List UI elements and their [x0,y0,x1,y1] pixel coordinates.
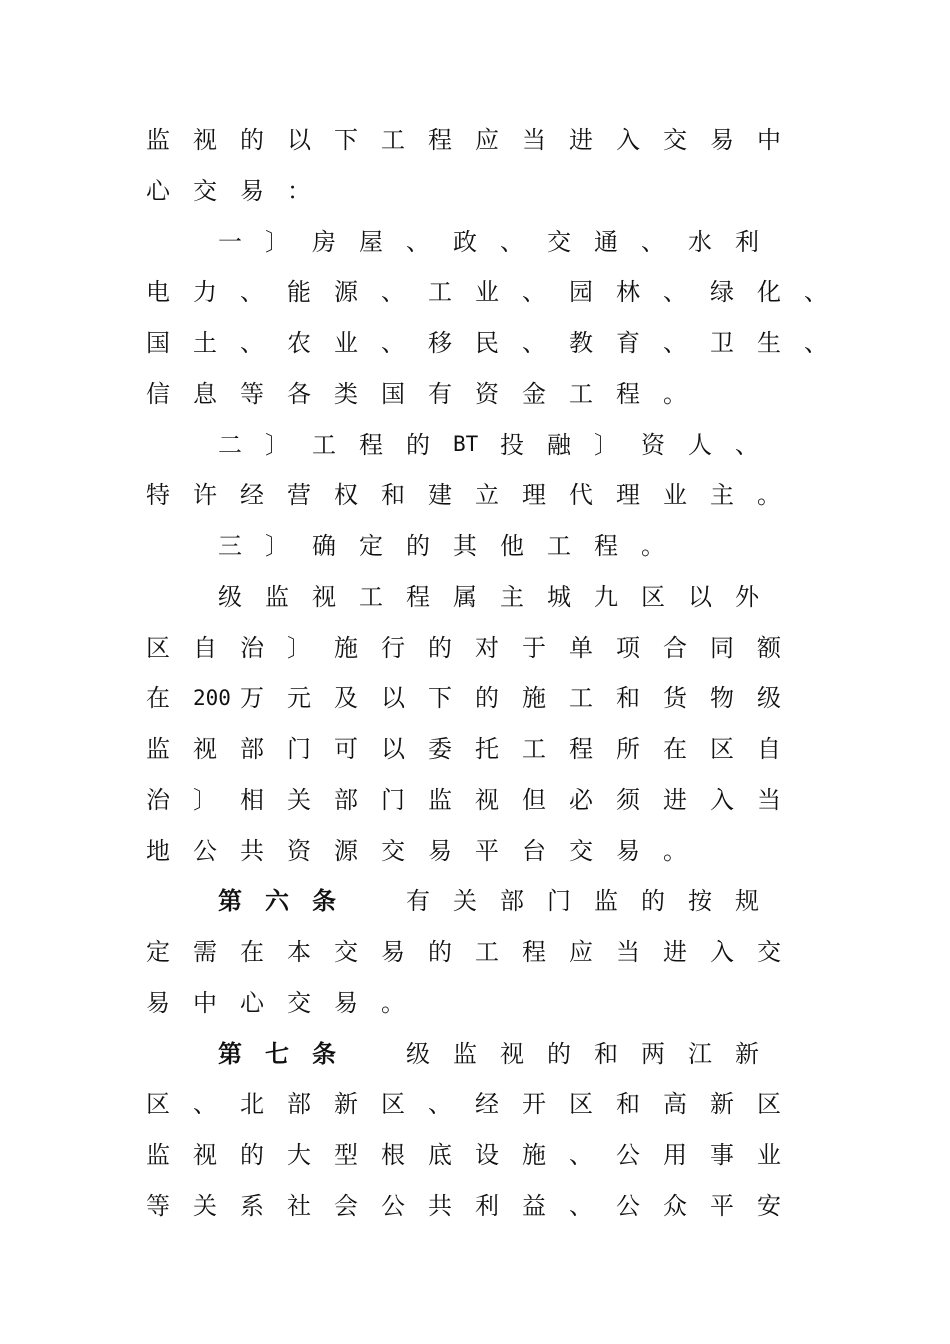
text-char: 、 [522,329,546,357]
text-char: 新 [710,1090,734,1119]
text-char: 易 [146,988,170,1017]
text-char: 所 [616,735,640,763]
text-char: 工 [312,430,336,459]
text-char: 工 [475,938,499,966]
text-char: 立 [475,481,499,510]
text-char: 定 [146,938,170,966]
text-char: 的 [240,1141,264,1169]
text-char: 、 [381,329,405,357]
text-char: 七 [265,1038,289,1068]
text-char: 移 [428,329,452,357]
text-char: 建 [428,481,452,510]
text-char: 和 [616,1090,640,1119]
text-char: 平 [475,836,499,865]
text-char: 〕 [193,785,217,814]
text-char: 区 [569,1090,593,1119]
text-char: 公 [616,1191,640,1220]
text-char: 。 [663,379,687,408]
text-char: 主 [710,481,734,510]
text-char: 卫 [710,329,734,357]
text-char: 定 [359,532,383,560]
text-line [146,724,804,774]
text-char: 的 [428,938,452,966]
text-char: 属 [453,582,477,611]
text-char: 区 [757,1090,781,1119]
text-char: 北 [240,1090,264,1119]
text-line [218,420,782,470]
text-char: 万 [240,684,264,713]
text-char: BT [453,432,479,456]
text-char: 在 [663,735,687,763]
text-char: 关 [287,785,311,814]
text-char: 区 [381,1090,405,1119]
text-char: 视 [475,785,499,814]
text-char: 〕 [265,532,289,560]
text-char: 、 [569,1141,593,1169]
text-char: 、 [193,1090,217,1119]
text-char: 易 [428,836,452,865]
text-char: 业 [757,1141,781,1169]
text-char: 视 [193,126,217,154]
text-char: 电 [146,278,170,307]
text-char: 额 [757,633,781,662]
text-char: 九 [594,582,618,611]
text-char: 视 [312,582,336,611]
text-char: 交 [757,938,781,966]
text-char: 和 [381,481,405,510]
text-char: 条 [312,1038,336,1068]
text-line [146,1181,804,1231]
text-char: 安 [757,1191,781,1220]
text-char: 根 [381,1141,405,1169]
text-char: 益 [522,1191,546,1220]
text-char: 开 [522,1090,546,1119]
text-char: 在 [240,938,264,966]
text-char: 须 [616,785,640,814]
text-char: 按 [688,887,712,916]
text-char: 二 [218,430,242,459]
text-char: 项 [616,633,640,662]
text-line [146,826,710,876]
text-char: 必 [569,785,593,814]
text-char: 区 [641,582,665,611]
text-char: 行 [381,633,405,662]
text-char: 资 [641,430,665,459]
text-char: ： [287,176,311,205]
text-char: 〕 [287,633,311,662]
text-char: 信 [146,379,170,408]
text-char: 条 [312,886,336,916]
text-char: 视 [193,1141,217,1169]
text-char: 对 [475,633,499,662]
text-char: 〕 [265,430,289,459]
text-char: 施 [522,684,546,713]
text-char: 众 [663,1191,687,1220]
text-char: 他 [500,532,524,560]
text-char: 设 [475,1141,499,1169]
text-char: 工 [428,278,452,307]
text-char: 程 [522,938,546,966]
text-char: 交 [334,938,358,966]
text-char: 自 [193,633,217,662]
text-line [218,521,688,571]
text-char: 施 [334,633,358,662]
text-char: 、 [406,227,430,256]
text-char: 通 [594,227,618,256]
text-char: 大 [287,1141,311,1169]
text-char: 园 [569,278,593,307]
text-char: 地 [146,836,170,865]
text-char: 级 [406,1039,430,1068]
text-char: 以 [381,735,405,763]
text-char: 融 [547,430,571,459]
text-char: 但 [522,785,546,814]
text-char: 在 [146,684,170,713]
text-char: 当 [616,938,640,966]
text-char: 部 [334,785,358,814]
text-char: 委 [428,735,452,763]
text-char: 利 [735,227,759,256]
text-char: 交 [663,126,687,154]
text-char: 心 [240,988,264,1017]
text-char: 其 [453,532,477,560]
text-char: 区 [146,1090,170,1119]
text-char: 应 [569,938,593,966]
text-char: 、 [663,278,687,307]
text-char: 土 [193,329,217,357]
text-char: 。 [381,988,405,1017]
text-char: 的 [406,532,430,560]
text-char: 中 [193,988,217,1017]
text-char: 工 [381,126,405,154]
text-char: 确 [312,532,336,560]
text-char: 林 [616,278,640,307]
text-char: 需 [193,938,217,966]
text-char: 以 [287,126,311,154]
text-char: 、 [240,278,264,307]
text-char: 、 [804,329,828,357]
text-char: 规 [735,887,759,916]
text-char: 以 [381,684,405,713]
text-char: 监 [594,887,618,916]
text-line [146,166,334,216]
text-char: 会 [334,1191,358,1220]
text-char: 公 [193,836,217,865]
text-char: 程 [569,735,593,763]
text-char: 平 [710,1191,734,1220]
text-char: 本 [287,938,311,966]
text-char: 经 [240,481,264,510]
text-char: 同 [710,633,734,662]
text-char: 事 [710,1141,734,1169]
text-char: 交 [547,227,571,256]
text-char: 型 [334,1141,358,1169]
text-char: 江 [688,1039,712,1068]
text-char: 的 [406,430,430,459]
text-char: 人 [688,430,712,459]
text-char: 监 [146,126,170,154]
text-char: 能 [287,278,311,307]
text-char: 及 [334,684,358,713]
text-char: 门 [287,735,311,763]
text-char: 元 [287,684,311,713]
text-char: 入 [710,785,734,814]
text-char: 绿 [710,278,734,307]
text-char: 三 [218,532,242,560]
text-line [146,318,851,368]
text-char: 新 [334,1090,358,1119]
text-char: 第 [218,1038,242,1068]
text-line [146,927,804,977]
text-char: 货 [663,684,687,713]
text-char: 理 [522,481,546,510]
text-char: 单 [569,633,593,662]
text-char: 易 [240,176,264,205]
text-char: 、 [663,329,687,357]
text-char: 、 [641,227,665,256]
text-char: 、 [428,1090,452,1119]
text-char: 公 [381,1191,405,1220]
text-char: 、 [522,278,546,307]
text-char: 治 [146,785,170,814]
text-char: 业 [475,278,499,307]
text-char: 、 [569,1191,593,1220]
text-char: 公 [616,1141,640,1169]
text-char: 〕 [594,430,618,459]
text-char: 区 [146,633,170,662]
text-char: 第 [218,886,242,916]
text-char: 用 [663,1141,687,1169]
text-char: 各 [287,379,311,408]
text-char: 、 [500,227,524,256]
text-char: 合 [663,633,687,662]
text-char: 业 [663,481,687,510]
text-char: 〕 [265,227,289,256]
text-char: 交 [569,836,593,865]
text-char: 门 [547,887,571,916]
text-char: 门 [381,785,405,814]
text-char: 有 [406,887,430,916]
text-char: 代 [569,481,593,510]
text-char: 化 [757,278,781,307]
text-char: 关 [453,887,477,916]
text-char: 工 [359,582,383,611]
text-char: 级 [218,582,242,611]
text-char: 等 [240,379,264,408]
text-char: 台 [522,836,546,865]
text-line [146,115,804,165]
text-char: 易 [381,938,405,966]
text-char: 城 [547,582,571,611]
text-char: 视 [500,1039,524,1068]
text-char: 共 [240,836,264,865]
text-char: 工 [547,532,571,560]
text-char: 共 [428,1191,452,1220]
text-char: 一 [218,227,242,256]
text-char: 监 [146,1141,170,1169]
text-char: 息 [193,379,217,408]
text-char: 易 [616,836,640,865]
text-char: 社 [287,1191,311,1220]
text-char: 业 [334,329,358,357]
text-char: 施 [522,1141,546,1169]
text-char: 心 [146,176,170,205]
text-char: 主 [500,582,524,611]
text-char: 下 [334,126,358,154]
text-char: 类 [334,379,358,408]
text-char: 以 [688,582,712,611]
text-char: 经 [475,1090,499,1119]
text-char: 交 [381,836,405,865]
text-char: 程 [359,430,383,459]
text-char: 投 [500,430,524,459]
text-char: 工 [522,735,546,763]
text-char: 中 [757,126,781,154]
text-char: 入 [710,938,734,966]
text-char: 级 [757,684,781,713]
text-char: 底 [428,1141,452,1169]
text-char: 力 [193,278,217,307]
text-char: 。 [757,481,781,510]
text-char: 利 [475,1191,499,1220]
text-char: 水 [688,227,712,256]
text-char: 政 [453,227,477,256]
text-char: 、 [735,430,759,459]
text-char: 应 [475,126,499,154]
text-char: 育 [616,329,640,357]
text-line [218,1029,782,1079]
text-char: 外 [735,582,759,611]
text-char: 许 [193,481,217,510]
text-char: 的 [547,1039,571,1068]
text-char: 部 [500,887,524,916]
text-char: 监 [146,735,170,763]
text-char: 、 [240,329,264,357]
text-char: 关 [193,1191,217,1220]
text-char: 理 [616,481,640,510]
text-char: 屋 [359,227,383,256]
text-char: 国 [381,379,405,408]
text-char: 资 [287,836,311,865]
text-line [146,623,804,673]
text-line [146,1130,804,1180]
text-char: 监 [453,1039,477,1068]
text-char: 程 [428,126,452,154]
text-char: 农 [287,329,311,357]
text-char: 于 [522,633,546,662]
text-char: 教 [569,329,593,357]
text-char: 的 [641,887,665,916]
text-char: 下 [428,684,452,713]
text-char: 。 [641,532,665,560]
text-char: 易 [710,126,734,154]
text-line [146,673,804,723]
text-char: 六 [265,886,289,916]
text-char: 视 [193,735,217,763]
text-line [218,217,782,267]
text-char: 当 [757,785,781,814]
text-char: 、 [804,278,828,307]
text-char: 的 [428,633,452,662]
text-char: 程 [616,379,640,408]
text-char: 有 [428,379,452,408]
text-char: 入 [616,126,640,154]
text-char: 交 [193,176,217,205]
text-char: 系 [240,1191,264,1220]
text-char: 和 [616,684,640,713]
text-char: 营 [287,481,311,510]
text-char: 高 [663,1090,687,1119]
text-char: 和 [594,1039,618,1068]
text-char: 国 [146,329,170,357]
text-char: 程 [406,582,430,611]
text-char: 两 [641,1039,665,1068]
text-line [218,876,782,926]
text-char: 进 [663,938,687,966]
text-char: 。 [663,836,687,865]
text-char: 的 [240,126,264,154]
text-line [146,978,428,1028]
text-char: 民 [475,329,499,357]
text-char: 托 [475,735,499,763]
text-char: 当 [522,126,546,154]
text-char: 可 [334,735,358,763]
text-char: 监 [265,582,289,611]
text-line [146,267,851,317]
text-char: 易 [334,988,358,1017]
text-char: 交 [287,988,311,1017]
text-line [146,470,804,520]
text-char: 源 [334,836,358,865]
text-char: 资 [475,379,499,408]
text-char: 工 [569,684,593,713]
text-line [146,369,710,419]
text-char: 治 [240,633,264,662]
text-char: 区 [710,735,734,763]
text-char: 生 [757,329,781,357]
text-char: 特 [146,481,170,510]
text-char: 权 [334,481,358,510]
text-char: 部 [287,1090,311,1119]
text-char: 工 [569,379,593,408]
text-char: 物 [710,684,734,713]
text-char: 监 [428,785,452,814]
text-line [218,572,782,622]
text-char: 200 [193,685,231,710]
text-char: 进 [663,785,687,814]
text-char: 源 [334,278,358,307]
text-char: 的 [475,684,499,713]
text-char: 、 [381,278,405,307]
text-char: 新 [735,1039,759,1068]
text-char: 房 [312,227,336,256]
text-char: 等 [146,1191,170,1220]
text-char: 部 [240,735,264,763]
text-line [146,1079,804,1129]
text-char: 金 [522,379,546,408]
text-char: 程 [594,532,618,560]
text-char: 相 [240,785,264,814]
text-char: 自 [757,735,781,763]
text-line [146,775,804,825]
text-char: 进 [569,126,593,154]
